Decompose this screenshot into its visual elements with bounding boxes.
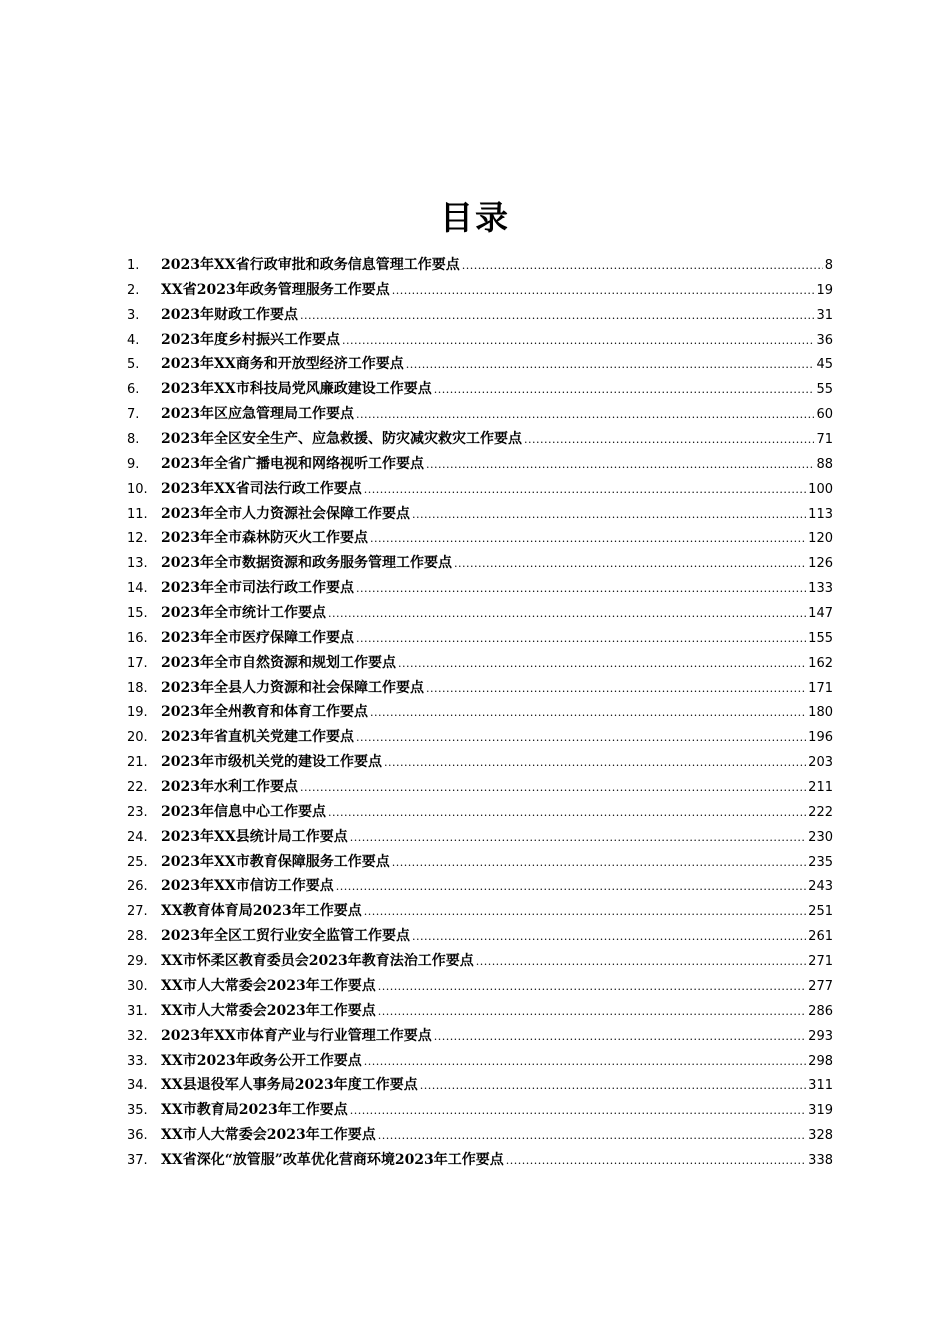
- toc-dot-leader: [378, 1129, 806, 1142]
- toc-entry-page-number: 55: [816, 382, 833, 398]
- toc-entry[interactable]: [127, 776, 833, 801]
- toc-dot-leader: [328, 806, 806, 819]
- toc-title: 目录: [440, 198, 510, 237]
- toc-entry[interactable]: [127, 950, 833, 975]
- toc-dot-leader: [300, 309, 814, 322]
- toc-entry-number: 8.: [127, 432, 140, 448]
- toc-dot-leader: [364, 905, 806, 918]
- toc-entry[interactable]: [127, 428, 833, 453]
- toc-dot-leader: [426, 458, 814, 471]
- toc-entry-number: 27.: [127, 904, 148, 920]
- toc-entry[interactable]: [127, 1025, 833, 1050]
- toc-dot-leader: [370, 532, 806, 545]
- toc-entry-page-number: 71: [816, 432, 833, 448]
- toc-entry-number: 16.: [127, 630, 148, 646]
- toc-entry-number: 25.: [127, 854, 148, 870]
- toc-entry[interactable]: [127, 602, 833, 627]
- toc-entry-title[interactable]: 2023年全区安全生产、应急救援、防灾减灾救灾工作要点: [161, 431, 522, 448]
- toc-entry-page-number: 286: [808, 1003, 833, 1019]
- toc-entry-number: 13.: [127, 556, 148, 572]
- toc-dot-leader: [462, 259, 823, 272]
- toc-dot-leader: [370, 706, 806, 719]
- toc-entry-page-number: 230: [808, 829, 833, 845]
- toc-entry-page-number: 113: [808, 506, 833, 522]
- toc-entry-page-number: 261: [808, 929, 833, 945]
- toc-dot-leader: [454, 557, 806, 570]
- toc-dot-leader: [412, 930, 806, 943]
- toc-entry-number: 22.: [127, 780, 148, 796]
- toc-entry-page-number: 133: [808, 581, 833, 597]
- toc-entry-title[interactable]: 2023年XX县统计局工作要点: [161, 828, 348, 845]
- toc-entry-number: 1.: [127, 258, 140, 273]
- toc-entry-number: 4.: [127, 332, 140, 348]
- toc-entry-number: 34.: [127, 1078, 148, 1094]
- toc-dot-leader: [356, 582, 806, 595]
- toc-entry-number: 18.: [127, 680, 148, 696]
- toc-entry-title[interactable]: XX市人大常委会2023年工作要点: [161, 1002, 376, 1019]
- toc-entry-number: 28.: [127, 929, 148, 945]
- toc-entry-number: 37.: [127, 1152, 148, 1168]
- toc-entry-page-number: 126: [808, 556, 833, 572]
- toc-entry-title[interactable]: XX市人大常委会2023年工作要点: [161, 1127, 376, 1144]
- toc-entry[interactable]: [127, 527, 833, 552]
- toc-entry[interactable]: [127, 329, 833, 354]
- toc-entry-title[interactable]: 2023年市级机关党的建设工作要点: [161, 754, 382, 771]
- toc-entry-page-number: 211: [808, 780, 833, 796]
- toc-entry-number: 12.: [127, 531, 148, 547]
- toc-entry-title[interactable]: XX教育体育局2023年工作要点: [161, 903, 362, 920]
- toc-entry-title[interactable]: 2023年XX市科技局党风廉政建设工作要点: [161, 381, 432, 398]
- toc-entry-number: 24.: [127, 829, 148, 845]
- toc-entry[interactable]: [127, 1050, 833, 1075]
- toc-entry-number: 14.: [127, 581, 148, 597]
- toc-entry[interactable]: [127, 726, 833, 751]
- toc-entry[interactable]: [127, 254, 833, 279]
- toc-dot-leader: [406, 358, 815, 371]
- toc-dot-leader: [364, 1055, 806, 1068]
- toc-dot-leader: [364, 483, 806, 496]
- toc-entry-page-number: 180: [808, 705, 833, 721]
- toc-dot-leader: [342, 334, 814, 347]
- toc-entry-number: 35.: [127, 1103, 148, 1119]
- toc-entry-page-number: 293: [808, 1028, 833, 1044]
- toc-entry-page-number: 147: [808, 606, 833, 622]
- toc-entry-page-number: 203: [808, 755, 833, 771]
- toc-entry-page-number: 88: [816, 456, 833, 472]
- toc-entry[interactable]: [127, 801, 833, 826]
- toc-entry-number: 21.: [127, 755, 148, 771]
- toc-dot-leader: [434, 383, 815, 396]
- toc-entry-title[interactable]: 2023年XX省行政审批和政务信息管理工作要点: [161, 257, 460, 273]
- toc-entry[interactable]: [127, 826, 833, 851]
- toc-entry-title[interactable]: XX市人大常委会2023年工作要点: [161, 977, 376, 994]
- toc-entry[interactable]: [127, 1149, 833, 1174]
- toc-entry-number: 29.: [127, 954, 148, 970]
- toc-entry-number: 20.: [127, 730, 148, 746]
- toc-entry-page-number: 155: [808, 630, 833, 646]
- toc-entry-page-number: 31: [816, 307, 833, 323]
- toc-entry-title[interactable]: 2023年XX市教育保障服务工作要点: [161, 853, 390, 870]
- toc-entry-title[interactable]: 2023年区应急管理局工作要点: [161, 406, 354, 423]
- toc-entry-title[interactable]: 2023年全市司法行政工作要点: [161, 580, 354, 597]
- toc-entry[interactable]: [127, 627, 833, 652]
- toc-entry-title[interactable]: 2023年全市医疗保障工作要点: [161, 629, 354, 646]
- toc-dot-leader: [378, 1005, 806, 1018]
- toc-dot-leader: [412, 508, 806, 521]
- toc-entry-title[interactable]: 2023年水利工作要点: [161, 779, 298, 796]
- toc-entry-page-number: 60: [816, 407, 833, 423]
- toc-entry-number: 5.: [127, 357, 140, 373]
- toc-entry-page-number: 311: [808, 1078, 833, 1094]
- toc-entry-title[interactable]: 2023年全省广播电视和网络视听工作要点: [161, 455, 424, 472]
- toc-entry-title[interactable]: 2023年省直机关党建工作要点: [161, 729, 354, 746]
- toc-entry-number: 17.: [127, 655, 148, 671]
- toc-entry[interactable]: [127, 925, 833, 950]
- toc-entry-page-number: 328: [808, 1128, 833, 1144]
- toc-entry-page-number: 298: [808, 1053, 833, 1069]
- toc-entry-page-number: 319: [808, 1103, 833, 1119]
- toc-entry[interactable]: [127, 975, 833, 1000]
- toc-entry[interactable]: [127, 304, 833, 329]
- toc-entry[interactable]: [127, 577, 833, 602]
- toc-entry-title[interactable]: 2023年XX市信访工作要点: [161, 878, 334, 895]
- toc-entry-title[interactable]: XX市2023年政务公开工作要点: [161, 1052, 362, 1069]
- toc-entry-number: 11.: [127, 506, 148, 522]
- toc-entry-number: 7.: [127, 407, 140, 423]
- toc-dot-leader: [392, 284, 815, 297]
- toc-dot-leader: [350, 831, 806, 844]
- toc-entry[interactable]: [127, 751, 833, 776]
- toc-entry-number: 15.: [127, 606, 148, 622]
- toc-dot-leader: [328, 607, 806, 620]
- toc-dot-leader: [350, 1104, 806, 1117]
- toc-entry-title[interactable]: 2023年全市人力资源社会保障工作要点: [161, 505, 410, 522]
- toc-dot-leader: [356, 632, 806, 645]
- toc-entry-page-number: 171: [808, 680, 833, 696]
- toc-entry-page-number: 277: [808, 978, 833, 994]
- toc-entry-page-number: 162: [808, 655, 833, 671]
- toc-entry-title[interactable]: XX县退役军人事务局2023年度工作要点: [161, 1077, 418, 1094]
- toc-entry[interactable]: [127, 353, 833, 378]
- toc-entry-title[interactable]: 2023年信息中心工作要点: [161, 803, 326, 820]
- toc-dot-leader: [392, 856, 806, 869]
- toc-entry-number: 31.: [127, 1003, 148, 1019]
- toc-dot-leader: [398, 657, 806, 670]
- toc-dot-leader: [420, 1079, 806, 1092]
- toc-entry-page-number: 19: [816, 282, 833, 298]
- toc-entry-page-number: 100: [808, 481, 833, 497]
- toc-entry-title[interactable]: 2023年全县人力资源和社会保障工作要点: [161, 679, 424, 696]
- toc-entry-title[interactable]: 2023年全市统计工作要点: [161, 605, 326, 622]
- toc-entry-page-number: 235: [808, 854, 833, 870]
- toc-entry[interactable]: [127, 1000, 833, 1025]
- toc-entry-title[interactable]: 2023年全区工贸行业安全监管工作要点: [161, 928, 410, 945]
- toc-entry-title[interactable]: 2023年XX商务和开放型经济工作要点: [161, 356, 404, 373]
- toc-dot-leader: [476, 955, 806, 968]
- toc-entry[interactable]: [127, 503, 833, 528]
- toc-entry[interactable]: [127, 677, 833, 702]
- toc-entry[interactable]: [127, 1124, 833, 1149]
- toc-entry[interactable]: [127, 403, 833, 428]
- toc-entry-number: 19.: [127, 705, 148, 721]
- toc-entry-page-number: 8: [824, 258, 833, 273]
- toc-dot-leader: [506, 1154, 806, 1167]
- toc-entry-title[interactable]: 2023年财政工作要点: [161, 306, 298, 323]
- toc-entry-page-number: 196: [808, 730, 833, 746]
- toc-entry[interactable]: [127, 552, 833, 577]
- toc-dot-leader: [356, 408, 814, 421]
- toc-entry-number: 33.: [127, 1053, 148, 1069]
- toc-entry-page-number: 338: [808, 1152, 833, 1168]
- toc-entry[interactable]: [127, 701, 833, 726]
- toc-entry-title[interactable]: XX省2023年政务管理服务工作要点: [161, 281, 390, 298]
- toc-entry-page-number: 120: [808, 531, 833, 547]
- toc-entry-page-number: 271: [808, 954, 833, 970]
- toc-entry-number: 3.: [127, 307, 140, 323]
- toc-entry[interactable]: [127, 652, 833, 677]
- toc-entry-number: 10.: [127, 481, 148, 497]
- toc-entry-number: 23.: [127, 804, 148, 820]
- toc-entry[interactable]: [127, 378, 833, 403]
- toc-entry-page-number: 222: [808, 804, 833, 820]
- toc-entry-title[interactable]: 2023年全市森林防灭火工作要点: [161, 530, 368, 547]
- toc-dot-leader: [336, 880, 806, 893]
- toc-dot-leader: [524, 433, 814, 446]
- toc-entry-number: 9.: [127, 456, 140, 472]
- toc-entry[interactable]: [127, 478, 833, 503]
- toc-entry[interactable]: [127, 851, 833, 876]
- toc-dot-leader: [356, 731, 806, 744]
- toc-entry-title[interactable]: 2023年XX市体育产业与行业管理工作要点: [161, 1027, 432, 1044]
- toc-entry[interactable]: [127, 1099, 833, 1124]
- toc-entry-title[interactable]: XX市教育局2023年工作要点: [161, 1102, 348, 1119]
- toc-entry[interactable]: [127, 900, 833, 925]
- toc-list: [127, 254, 833, 1174]
- toc-entry-title[interactable]: 2023年全市数据资源和政务服务管理工作要点: [161, 555, 452, 572]
- toc-entry[interactable]: [127, 1074, 833, 1099]
- toc-entry-title[interactable]: 2023年XX省司法行政工作要点: [161, 480, 362, 497]
- toc-entry[interactable]: [127, 279, 833, 304]
- toc-entry-title[interactable]: 2023年全市自然资源和规划工作要点: [161, 654, 396, 671]
- toc-entry[interactable]: [127, 453, 833, 478]
- toc-entry-page-number: 251: [808, 904, 833, 920]
- toc-entry-title[interactable]: 2023年度乡村振兴工作要点: [161, 331, 340, 348]
- toc-dot-leader: [378, 980, 806, 993]
- toc-entry-number: 26.: [127, 879, 148, 895]
- toc-entry-page-number: 36: [816, 332, 833, 348]
- toc-entry-number: 36.: [127, 1128, 148, 1144]
- toc-dot-leader: [434, 1030, 806, 1043]
- toc-dot-leader: [384, 756, 806, 769]
- toc-entry-number: 32.: [127, 1028, 148, 1044]
- toc-entry[interactable]: [127, 875, 833, 900]
- toc-entry-page-number: 45: [816, 357, 833, 373]
- toc-dot-leader: [300, 781, 806, 794]
- toc-entry-title[interactable]: XX省深化“放管服”改革优化营商环境2023年工作要点: [161, 1151, 504, 1168]
- toc-entry-number: 2.: [127, 282, 140, 298]
- toc-dot-leader: [426, 682, 806, 695]
- toc-entry-title[interactable]: 2023年全州教育和体育工作要点: [161, 704, 368, 721]
- toc-entry-page-number: 243: [808, 879, 833, 895]
- toc-entry-title[interactable]: XX市怀柔区教育委员会2023年教育法治工作要点: [161, 953, 474, 970]
- toc-entry-number: 30.: [127, 978, 148, 994]
- toc-entry-number: 6.: [127, 382, 140, 398]
